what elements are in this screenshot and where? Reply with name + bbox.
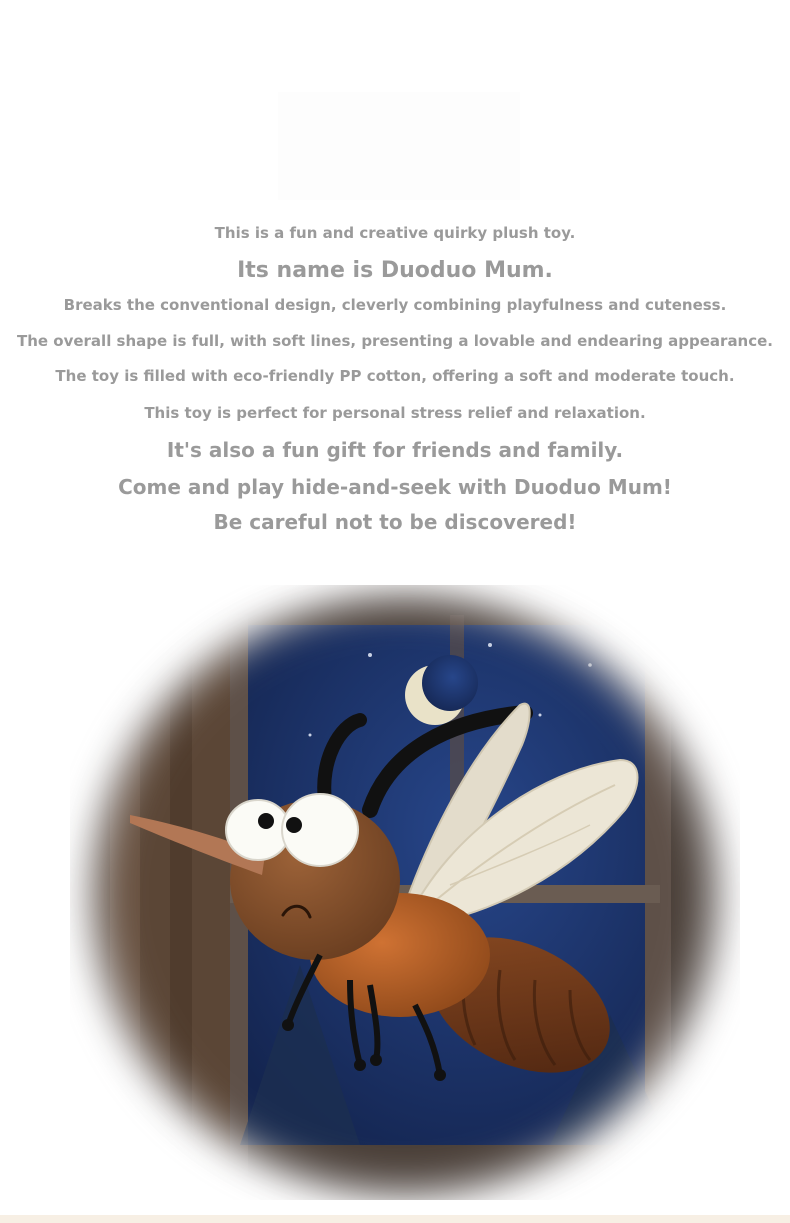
description-line-8: Come and play hide-and-seek with Duoduo Mum! xyxy=(118,475,672,499)
blank-placeholder xyxy=(278,92,520,200)
description-line-3: Breaks the conventional design, cleverly combining playfulness and cuteness. xyxy=(63,296,727,314)
description-line-6: This toy is perfect for personal stress relief and relaxation. xyxy=(144,404,646,422)
bottom-strip xyxy=(0,1215,790,1223)
description-line-1: This is a fun and creative quirky plush toy. xyxy=(214,224,576,242)
description-line-4: The overall shape is full, with soft lines, presenting a lovable and endearing appearance. xyxy=(16,332,774,350)
description-line-7: It's also a fun gift for friends and family. xyxy=(166,438,624,462)
description-line-9: Be careful not to be discovered! xyxy=(213,510,577,534)
product-name-line: Its name is Duoduo Mum. xyxy=(237,258,553,283)
product-photo xyxy=(70,585,740,1200)
description-line-5: The toy is filled with eco-friendly PP cotton, offering a soft and moderate touch. xyxy=(55,367,735,385)
mosquito-plush-illustration xyxy=(70,585,740,1200)
